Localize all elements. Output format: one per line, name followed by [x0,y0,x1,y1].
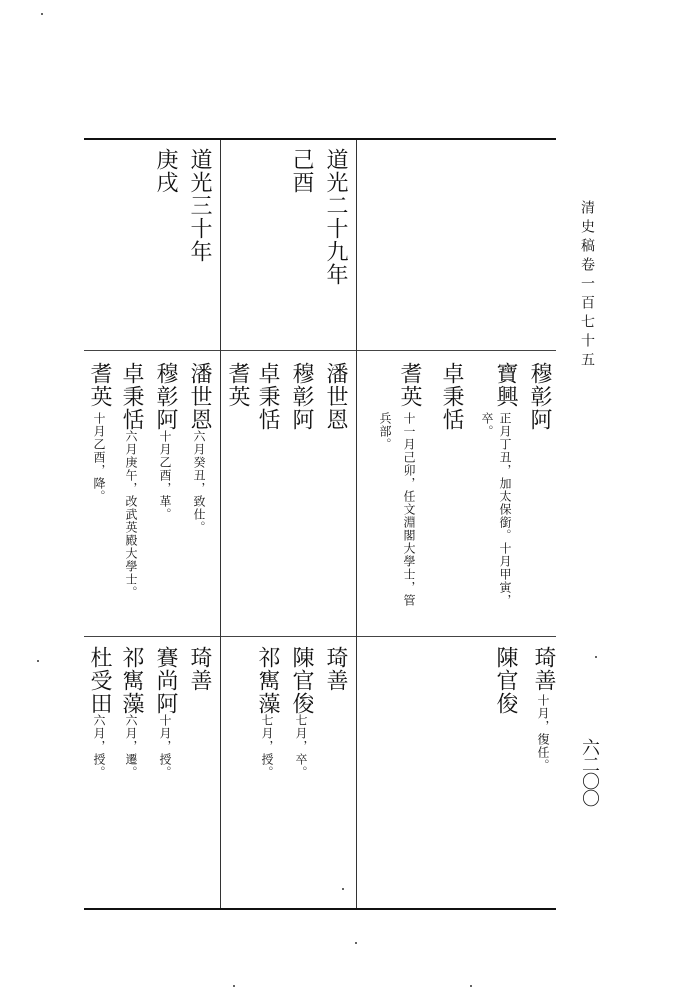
col30-note-mu-zhang-a: 十月乙酉，革。 [158,430,172,521]
col0-note-qi-ying-1: 十一月己卯，任文淵閣大學士，管 [402,412,416,607]
col30-name-du-shou-tian: 杜受田 [87,646,112,715]
running-title: 清史稿卷一百七十五 [579,200,595,371]
col0-name-zhuo-bing-tian: 卓秉恬 [439,362,464,431]
col0-note-bao-xing-1: 正月丁丑，加太保銜。十月甲寅， [498,412,512,607]
table-top-rule [84,138,556,140]
col0-name-qi-shan: 琦善 [531,646,556,692]
col30-name-qi-ying: 耆英 [87,362,112,408]
col29-name-zhuo-bing-tian: 卓秉恬 [255,362,280,431]
col0-note-qi-ying-2: 兵部。 [378,412,392,451]
column-divider-28-29 [356,140,357,908]
col30-name-zhuo-bing-tian: 卓秉恬 [119,362,144,431]
page-number: 六二〇〇 [579,738,600,806]
scan-speck [470,985,472,987]
col29-note-qi-jun-zao: 七月，授。 [260,714,274,779]
col29-name-pan-shi-en: 潘世恩 [323,362,348,431]
col0-name-qi-ying: 耆英 [397,362,422,408]
col30-name-sai-shang-a: 賽尚阿 [153,646,178,715]
col0-note-bao-xing-2: 卒。 [480,412,494,438]
scan-speck [37,660,39,662]
table-bottom-rule [84,908,556,910]
col29-name-chen-guan-jun: 陳官俊 [289,646,314,715]
year-30-ganzhi: 庚戌 [153,148,178,194]
scan-speck [355,942,357,944]
col30-name-mu-zhang-a: 穆彰阿 [153,362,178,431]
col30-name-qi-shan: 琦善 [187,646,212,692]
col30-note-qi-ying: 十月乙酉，降。 [92,412,106,503]
col30-note-qi-jun-zao: 六月，遷。 [124,714,138,779]
year-row-divider [84,350,556,351]
col29-name-mu-zhang-a: 穆彰阿 [289,362,314,431]
col30-note-du-shou-tian: 六月，授。 [92,714,106,779]
scan-speck [342,888,344,890]
col30-name-pan-shi-en: 潘世恩 [187,362,212,431]
col0-name-chen-guan-jun: 陳官俊 [493,646,518,715]
column-divider-29-30 [220,140,221,908]
year-30-title: 道光三十年 [187,148,212,263]
col0-name-bao-xing: 寶興 [493,362,518,408]
year-29-ganzhi: 己酉 [289,148,314,194]
col30-note-pan-shi-en: 六月癸丑，致仕。 [192,430,206,534]
col29-name-qi-ying: 耆英 [225,362,250,408]
section-row-divider [84,636,556,637]
col30-note-sai-shang-a: 十月，授。 [158,714,172,779]
scan-speck [41,13,43,15]
col29-name-qi-shan: 琦善 [323,646,348,692]
col29-name-qi-jun-zao: 祁寯藻 [255,646,280,715]
scan-speck [595,656,597,658]
col29-note-chen-guan-jun: 七月，卒。 [294,714,308,779]
scan-speck [233,985,235,987]
col0-note-qi-shan: 十月，復任。 [536,694,550,772]
year-29-title: 道光二十九年 [323,148,348,286]
col30-note-zhuo-bing-tian: 六月庚午，改武英殿大學士。 [124,430,138,599]
col30-name-qi-jun-zao: 祁寯藻 [119,646,144,715]
col0-name-mu-zhang-a: 穆彰阿 [527,362,552,431]
